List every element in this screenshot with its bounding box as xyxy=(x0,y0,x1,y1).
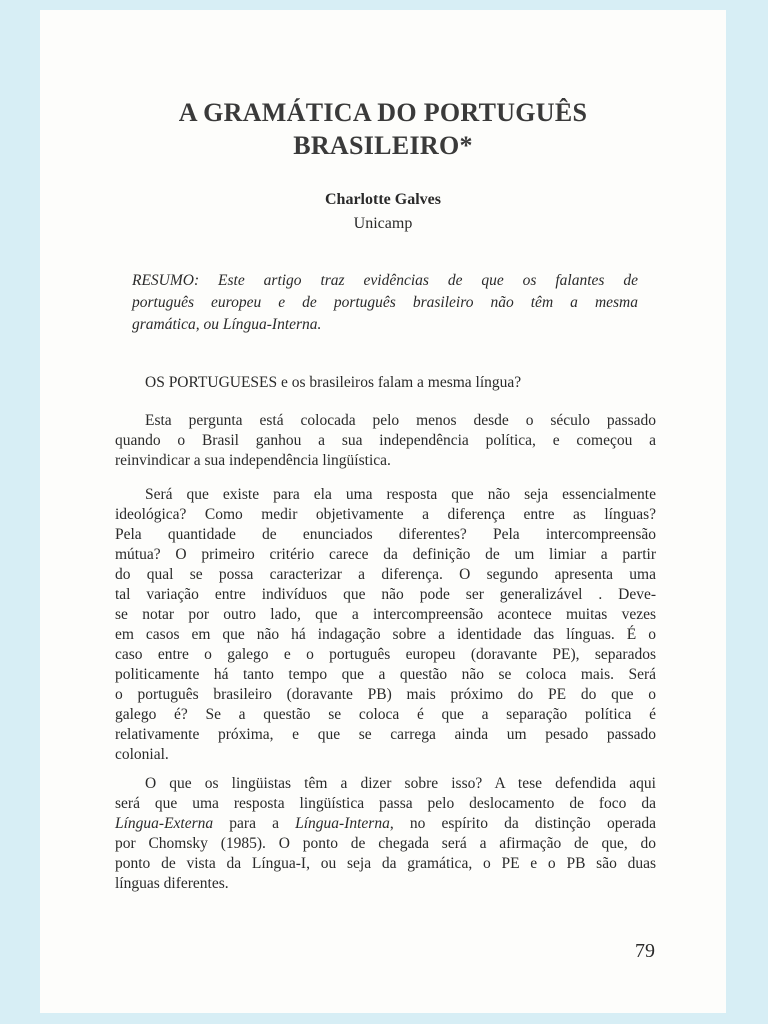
body-line: ponto de vista da Língua-I, ou seja da gramática, o PE e o PB são duas xyxy=(115,855,656,872)
body-line: por Chomsky (1985). O ponto de chegada será a afirmação de que, do xyxy=(115,835,656,852)
abstract xyxy=(132,270,638,336)
abstract-line: gramática, ou Língua-Interna. xyxy=(132,316,322,333)
body-line: quando o Brasil ganhou a sua independência política, e começou a xyxy=(115,432,656,449)
body-line: se notar por outro lado, que a intercompreensão acontece muitas vezes xyxy=(115,606,656,623)
article-title-line-2: BRASILEIRO* xyxy=(293,131,473,160)
abstract-line: RESUMO: Este artigo traz evidências de que os falantes de xyxy=(132,272,638,289)
body-line: colonial. xyxy=(115,746,169,763)
body-line: mútua? O primeiro critério carece da definição de um limiar a partir xyxy=(115,546,656,563)
body-line: O que os lingüistas têm a dizer sobre isso? A tese defendida aqui xyxy=(145,775,656,792)
paper-page xyxy=(40,10,726,1013)
body-line: o português brasileiro (doravante PB) mais próximo do PE do que o xyxy=(115,686,656,703)
author-name: Charlotte Galves xyxy=(325,191,441,208)
body-line: OS PORTUGUESES e os brasileiros falam a mesma língua? xyxy=(145,374,522,391)
body-line: galego é? Se a questão se coloca é que a separação política é xyxy=(115,706,656,723)
page-number: 79 xyxy=(635,940,655,962)
body-line: Será que existe para ela uma resposta que não seja essencialmente xyxy=(145,486,656,503)
abstract-line: português europeu e de português brasileiro não têm a mesma xyxy=(132,294,638,311)
body-line: Pela quantidade de enunciados diferentes? Pela intercompreensão xyxy=(115,526,656,543)
body-line: relativamente próxima, e que se carrega ainda um pesado passado xyxy=(115,726,656,743)
article-title-line-1: A GRAMÁTICA DO PORTUGUÊS xyxy=(178,98,588,127)
body-line: Língua-Externa para a Língua-Interna, no espírito da distinção operada xyxy=(115,815,656,832)
author-affiliation: Unicamp xyxy=(353,215,413,232)
body-line: tal variação entre indivíduos que não pode ser generalizável . Deve- xyxy=(115,586,656,603)
body-line: caso entre o galego e o português europeu (doravante PE), separados xyxy=(115,646,656,663)
body-line: será que uma resposta lingüística passa pelo deslocamento de foco da xyxy=(115,795,656,812)
italic-term-lingua-externa: Língua-Externa xyxy=(115,815,214,832)
body-line: do qual se possa caracterizar a diferença. O segundo apresenta uma xyxy=(115,566,656,583)
italic-term-lingua-interna: Língua-Interna xyxy=(295,815,390,832)
body-line: línguas diferentes. xyxy=(115,875,229,892)
body-line: reinvindicar a sua independência lingüística. xyxy=(115,452,391,469)
body-line: ideológica? Como medir objetivamente a diferença entre as línguas? xyxy=(115,506,656,523)
body-line: em casos em que não há indagação sobre a identidade das línguas. É o xyxy=(115,626,656,643)
body-line: politicamente há tanto tempo que a questão não se coloca mais. Será xyxy=(115,666,656,683)
body-line: Esta pergunta está colocada pelo menos desde o século passado xyxy=(145,412,656,429)
